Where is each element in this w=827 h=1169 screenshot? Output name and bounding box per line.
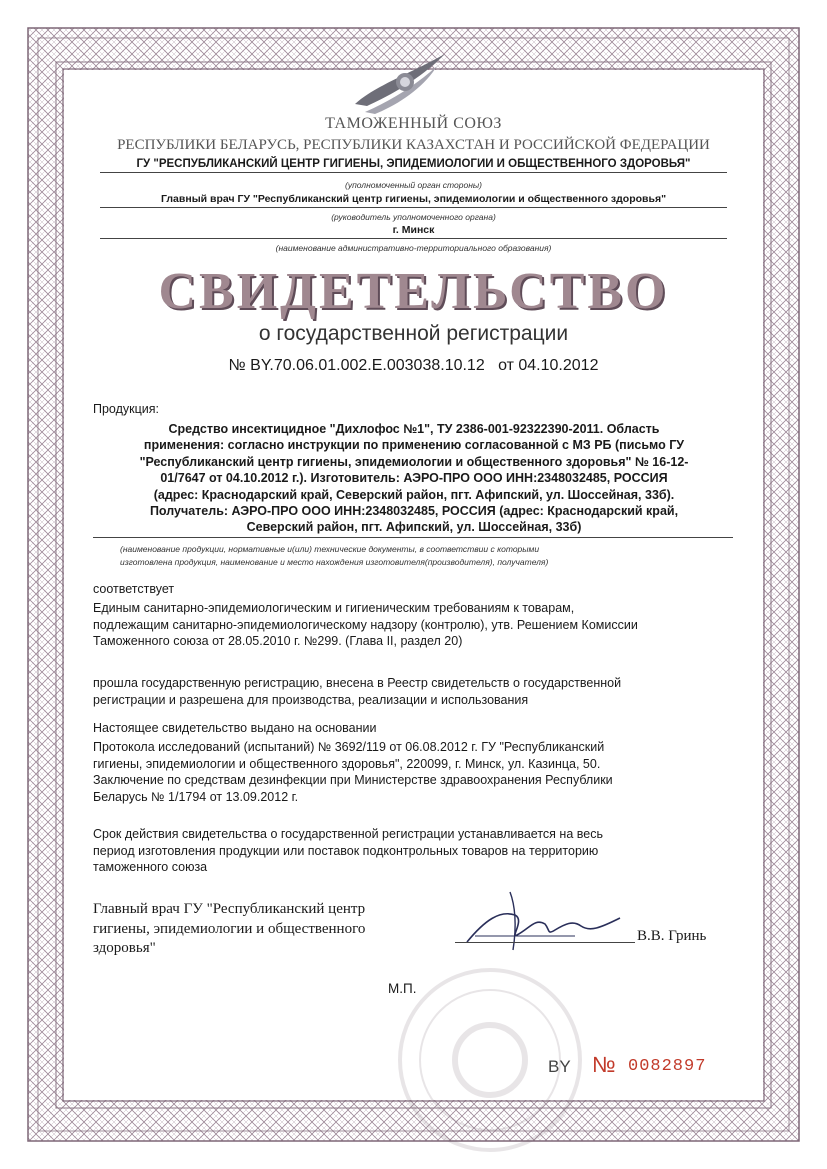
authority-caption: (уполномоченный орган стороны) — [345, 180, 482, 190]
validity-line: период изготовления продукции или поставок подконтрольных товаров на территорию — [93, 843, 599, 858]
product-line: Средство инсектицидное "Дихлофос №1", ТУ 2386-001-92322390-2011. Область — [168, 422, 660, 436]
caption-line: изготовлена продукция, наименование и место нахождения изготовителя(производителя), получателя) — [120, 556, 549, 567]
emblem-icon — [345, 46, 455, 116]
validity-line: таможенного союза — [93, 860, 208, 874]
conformity-label: соответствует — [93, 582, 175, 596]
basis-line: Беларусь № 1/1794 от 13.09.2012 г. — [93, 789, 299, 804]
signature-line — [455, 942, 635, 943]
handwritten-signature — [455, 880, 630, 960]
head-title: Главный врач ГУ "Республиканский центр гигиены, эпидемиологии и общественного здоровья" — [100, 193, 727, 208]
product-line: Получатель: АЭРО-ПРО ООО ИНН:2348032485, РОССИЯ (адрес: Краснодарский край, — [149, 504, 679, 519]
validity-text — [93, 826, 733, 876]
registration-line: регистрации и разрешена для производства, реализации и использования — [93, 692, 529, 707]
city-caption: (наименование административно-территориального образования) — [275, 243, 552, 253]
basis-line: гигиены, эпидемиологии и общественного здоровья", 220099, г. Минск, ул. Казинца, 50. — [93, 756, 601, 771]
product-description — [84, 421, 744, 536]
product-line: применения: согласно инструкции по применению согласованной с МЗ РБ (письмо ГУ — [143, 438, 685, 453]
caption-line: (наименование продукции, нормативные и(или) технические документы, в соответствии с которыми — [120, 544, 540, 554]
registration-text — [93, 675, 733, 708]
serial-number: 0082897 — [628, 1057, 707, 1076]
registration-line: прошла государственную регистрацию, внесена в Реестр свидетельств о государственной — [93, 676, 622, 690]
signatory-position — [93, 900, 413, 959]
product-line: 01/7647 от 04.10.2012 г.). Изготовитель: АЭРО-ПРО ООО ИНН:2348032485, РОССИЯ — [160, 471, 668, 486]
certificate-title: СВИДЕТЕЛЬСТВО — [158, 263, 669, 320]
stamp-place: М.П. — [388, 981, 417, 996]
basis-line: Протокола исследований (испытаний) № 3692/119 от 06.08.2012 г. ГУ "Республиканский — [93, 740, 605, 754]
product-caption — [120, 543, 720, 568]
union-title: ТАМОЖЕННЫЙ СОЮЗ — [325, 115, 502, 132]
conformity-line: Таможенного союза от 28.05.2010 г. №299. (Глава II, раздел 20) — [93, 634, 463, 648]
conformity-line: подлежащим санитарно-эпидемиологическому надзору (контролю), утв. Решением Комиссии — [93, 617, 638, 632]
position-line: здоровья" — [93, 940, 156, 956]
authority-name: ГУ "РЕСПУБЛИКАНСКИЙ ЦЕНТР ГИГИЕНЫ, ЭПИДЕМИОЛОГИИ И ОБЩЕСТВЕННОГО ЗДОРОВЬЯ" — [100, 158, 727, 173]
basis-label: Настоящее свидетельство выдано на основании — [93, 721, 377, 735]
union-countries: РЕСПУБЛИКИ БЕЛАРУСЬ, РЕСПУБЛИКИ КАЗАХСТАН И РОССИЙСКОЙ ФЕДЕРАЦИИ — [117, 137, 710, 153]
validity-line: Срок действия свидетельства о государственной регистрации устанавливается на весь — [93, 827, 603, 841]
product-label: Продукция: — [93, 402, 160, 416]
basis-text — [93, 739, 733, 805]
head-caption: (руководитель уполномоченного органа) — [331, 212, 496, 222]
city: г. Минск — [100, 224, 727, 239]
position-line: Главный врач ГУ "Республиканский центр — [93, 901, 366, 917]
conformity-line: Единым санитарно-эпидемиологическим и гигиеническим требованиям к товарам, — [93, 601, 575, 615]
signatory-name: В.В. Гринь — [637, 928, 707, 944]
product-underline — [93, 537, 733, 538]
certificate-number: № BY.70.06.01.002.E.003038.10.12 от 04.10.2012 — [228, 357, 599, 374]
position-line: гигиены, эпидемиологии и общественного — [93, 920, 366, 937]
product-line: (адрес: Краснодарский край, Северский район, пгт. Афипский, ул. Шоссейная, 33б). — [153, 487, 675, 502]
serial-country: BY — [548, 1057, 571, 1076]
serial-number-sign: № — [592, 1052, 616, 1077]
conformity-text — [93, 600, 733, 650]
product-line: "Республиканский центр гигиены, эпидемиологии и общественного здоровья" № 16-12- — [139, 454, 689, 469]
product-line: Северский район, пгт. Афипский, ул. Шоссейная, 33б) — [246, 520, 582, 535]
basis-line: Заключение по средствам дезинфекции при Министерстве здравоохранения Республики — [93, 773, 613, 787]
certificate-subtitle: о государственной регистрации — [258, 322, 569, 345]
